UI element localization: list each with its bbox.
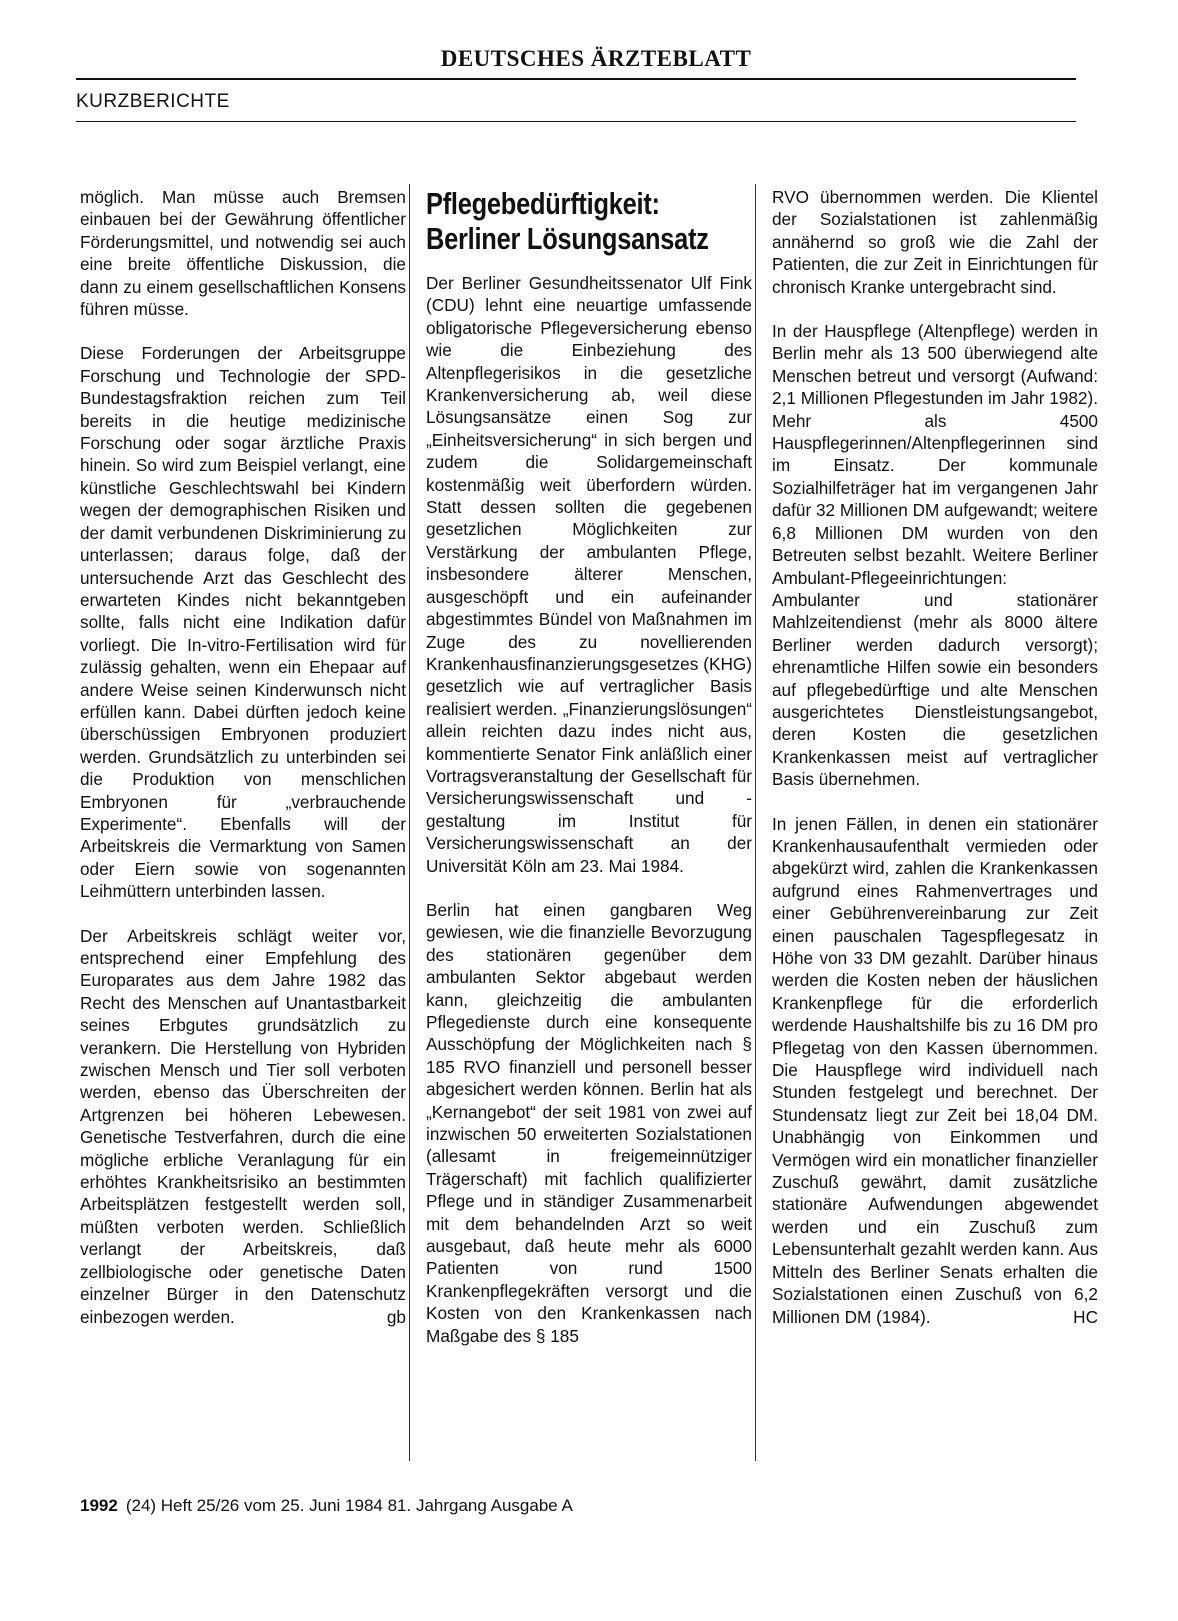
masthead: DEUTSCHES ÄRZTEBLATT	[440, 46, 752, 71]
paragraph: Berlin hat einen gangbaren Weg gewiesen, wie die finanzielle Bevorzugung des stationären gegenüber dem ambulanten Sektor abgebaut werden kann, gleichzeitig die ambulanten Pflegedienste durch eine konsequente Ausschöpfung der Möglichkeiten nach § 185 RVO finanziell und personell besser abgesichert werden können. Berlin hat als „Kernangebot“ der seit 1981 von zwei auf inzwischen 50 erweiterten Sozialstationen (allesamt in freigemeinnütziger Trägerschaft) mit fachlich qualifizierter Pflege und in ständiger Zusammenarbeit mit dem behandelnden Arzt so weit ausgebaut, daß heute mehr als 6000 Patienten von rund 1500 Krankenpflegekräften versorgt und die Kosten von den Krankenkassen nach Maßgabe des § 185	[426, 899, 752, 1346]
issue-info: (24) Heft 25/26 vom 25. Juni 1984 81. Jahrgang Ausgabe A	[125, 1496, 573, 1515]
column-3	[772, 186, 1098, 1350]
paragraph-text: Der Arbeitskreis schlägt weiter vor, entsprechend einer Empfehlung des Europarates aus dem Jahre 1982 das Recht des Menschen auf Unantastbarkeit seines Erbgutes grundsätzlich zu verankern. Die Herstellung von Hybriden zwischen Mensch und Tier soll verboten werden, ebenso das Überschreiten der Artgrenzen bei höheren Lebewesen. Genetische Testverfahren, durch die eine mögliche erbliche Veranlagung für ein erhöhtes Krankheitsrisiko an bestimmten Arbeitsplätzen festgestellt werden soll, müßten verboten werden. Schließlich verlangt der Arbeitskreis, daß zellbiologische oder genetische Daten einzelner Bürger in den Datenschutz einbezogen werden.	[80, 925, 406, 1327]
page-number: 1992	[80, 1496, 118, 1515]
paragraph: Der Berliner Gesundheitssenator Ulf Fink (CDU) lehnt eine neuartige umfassende obligatorische Pflegeversicherung ebenso wie die Einbeziehung des Altenpflegerisikos in die gesetzliche Krankenversicherung ab, weil diese Lösungsansätze einen Sog zur „Einheitsversicherung“ in sich bergen und zudem die Solidargemeinschaft kostenmäßig weit überfordern würden. Statt dessen sollten die gegebenen gesetzlichen Möglichkeiten zur Verstärkung der ambulanten Pflege, insbesondere älterer Menschen, ausgeschöpft und ein aufeinander abgestimmtes Bündel von Maßnahmen im Zuge des zu novellierenden Krankenhausfinanzierungsgesetzes (KHG) gesetzlich wie auf vertraglicher Basis realisiert werden. „Finanzierungslösungen“ allein reichten dazu indes nicht aus, kommentierte Senator Fink anläßlich einer Vortragsveranstaltung der Gesellschaft für Versicherungswissenschaft und -gestaltung im Institut für Versicherungswissenschaft an der Universität Köln am 23. Mai 1984.	[426, 273, 752, 876]
masthead-rule	[76, 78, 1076, 80]
author-signature: gb	[386, 1306, 406, 1327]
paragraph-text: In jenen Fällen, in denen ein stationärer Krankenhausaufenthalt vermieden oder abgekürzt wird, zahlen die Krankenkassen aufgrund eines Rahmenvertrages und einer Gebührenvereinbarung zur Zeit einen pauschalen Tagespflegesatz in Höhe von 33 DM gezahlt. Darüber hinaus werden die Kosten neben der häuslichen Krankenpflege für die erforderlich werdende Haushaltshilfe bis zu 16 DM pro Pflegetag von den Kassen übernommen. Die Hauspflege wird individuell nach Stunden festgelegt und berechnet. Der Stundensatz liegt zur Zeit bei 18,04 DM. Unabhängig von Einkommen und Vermögen wird ein monatlicher finanzieller Zuschuß gewährt, damit zusätzliche stationäre Aufwendungen abgewendet werden und ein Zuschuß zum Lebensunterhalt gezahlt werden kann. Aus Mitteln des Berliner Senats erhalten die Sozialstationen einen Zuschuß von 6,2 Millionen DM (1984).	[772, 813, 1098, 1327]
paragraph: möglich. Man müsse auch Bremsen einbauen bei der Gewährung öffentlicher Förderungsmittel, und notwendig sei auch eine breite öffentliche Diskussion, die dann zu einem gesellschaftlichen Konsens führen müsse.	[80, 187, 406, 320]
paragraph: Diese Forderungen der Arbeitsgruppe Forschung und Technologie der SPD-Bundestagsfraktion reichen zum Teil bereits in die heutige medizinische Forschung oder sogar ärztliche Praxis hinein. So wird zum Beispiel verlangt, eine künstliche Geschlechtswahl bei Kindern wegen der demographischen Risiken und der damit verbundenen Diskriminierung zu unterlassen; daraus folge, daß der untersuchende Arzt das Geschlecht des erwarteten Kindes nicht bekanntgeben sollte, falls nicht eine Indikation dafür vorliegt. Die In-vitro-Fertilisation wird für zulässig gehalten, wenn ein Ehepaar auf andere Weise seinen Kinderwunsch nicht erfüllen kann. Dabei dürften jedoch keine überschüssigen Embryonen produziert werden. Grundsätzlich zu unterbinden sei die Produktion von menschlichen Embryonen für „verbrauchende Experimente“. Ebenfalls will der Arbeitskreis die Vermarktung von Samen oder Eiern sowie von sogenannten Leihmüttern unterbinden lassen.	[80, 343, 406, 902]
column-divider	[409, 184, 410, 1461]
paragraph: RVO übernommen werden. Die Klientel der Sozialstationen ist zahlenmäßig annähernd so groß wie die Zahl der Patienten, die zur Zeit in Einrichtungen für chronisch Kranke untergebracht sind.	[772, 187, 1098, 297]
paragraph	[772, 813, 1098, 1328]
column-1	[80, 186, 406, 1350]
author-signature: HC	[1073, 1306, 1098, 1327]
paragraph	[80, 925, 406, 1328]
headline-line: Berliner Lösungsansatz	[426, 221, 709, 256]
column-divider	[755, 184, 756, 1461]
headline-line: Pflegebedürftigkeit:	[426, 186, 660, 221]
page-footer	[80, 1496, 573, 1516]
section-label: KURZBERICHTE	[76, 91, 230, 112]
article-headline	[426, 186, 754, 256]
paragraph: In der Hauspflege (Altenpflege) werden in Berlin mehr als 13 500 überwiegend alte Menschen betreut und versorgt (Aufwand: 2,1 Millionen Pflegestunden im Jahr 1982). Mehr als 4500 Hauspflegerinnen/Altenpflegerinnen sind im Einsatz. Der kommunale Sozialhilfeträger hat im vergangenen Jahr dafür 32 Millionen DM aufgewandt; weitere 6,8 Millionen DM wurden von den Betreuten selbst bezahlt. Weitere Berliner Ambulant-Pflegeeinrichtungen: Ambulanter und stationärer Mahlzeitendienst (mehr als 8000 ältere Berliner werden dadurch versorgt); ehrenamtliche Hilfen sowie ein besonders auf pflegebedürftige und alte Menschen ausgerichtetes Dienstleistungsangebot, deren Kosten die gesetzlichen Krankenkassen meist auf vertraglicher Basis übernehmen.	[772, 321, 1098, 790]
section-rule	[76, 121, 1076, 122]
column-2	[426, 186, 752, 1369]
